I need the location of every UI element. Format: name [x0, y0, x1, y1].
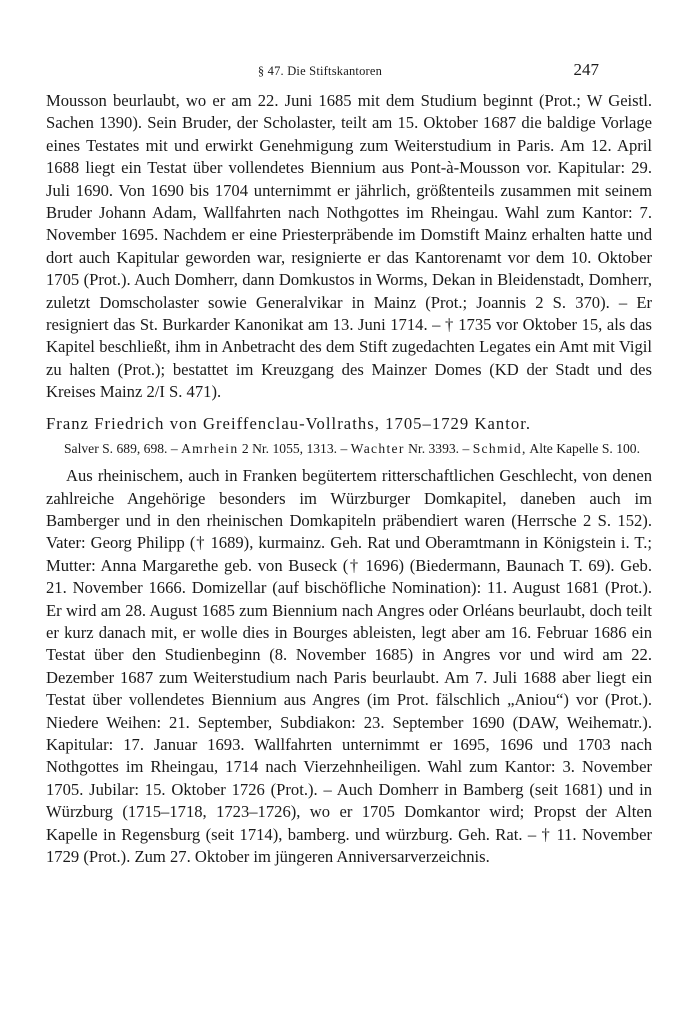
page-number: 247 — [573, 60, 599, 79]
body-text — [46, 90, 652, 868]
source-ref: 2 Nr. 1055, 1313. – — [241, 441, 348, 457]
running-head — [0, 60, 700, 82]
biography-paragraph: Aus rheinischem, auch in Franken begütertem ritterschaftlichen Geschlecht, von denen zahlreiche Angehörige besonders im Würzburger Domkapitel, daneben auch im Bamberger und in den rheinischen Domkapiteln präbendiert waren (Herrsche 2 S. 152). Vater: Georg Philipp († 1689), kurmainz. Geh. Rat und Oberamtmann in Königstein i. T.; Mutter: Anna Margarethe geb. von Buseck († 1696) (Biedermann, Baunach T. 69). Geb. 21. November 1666. Domizellar (auf bischöfliche Nomination): 11. August 1681 (Prot.). Er wird am 28. August 1685 zum Biennium nach Angres oder Orléans beurlaubt, doch teilt er kurz danach mit, er wolle dies in Bourges ableisten, legt aber am 16. Februar 1686 ein Testat über den Studienbeginn (8. November 1685) in Angres vor und wird am 22. Dezember 1687 zum Weiterstudium nach Paris beurlaubt. Am 7. Juli 1688 aber liegt ein Testat über vollendetes Biennium aus Angres (im Prot. fälschlich „Aniou“) vor (Prot.). Niedere Weihen: 21. September, Subdiakon: 23. September 1690 (DAW, Weihematr.). Kapitular: 17. Januar 1693. Wallfahrten unternimmt er 1695, 1696 und 1703 nach Nothgottes im Rheingau, 1714 nach Vierzehnheiligen. Wahl zum Kantor: 3. November 1705. Jubilar: 15. Oktober 1726 (Prot.). – Auch Domherr in Bamberg (seit 1681) und in Würzburg (1715–1718, 1723–1726), wo er 1705 Domkantor wird; Propst der Alten Kapelle in Regensburg (seit 1714), bamberg. und würzburg. Geh. Rat. – † 11. November 1729 (Prot.). Zum 27. Oktober im jüngeren Anniversarverzeichnis. — [46, 466, 652, 866]
running-title: § 47. Die Stiftskantoren — [257, 64, 383, 78]
entry-dates: 1705–1729 Kantor. — [385, 413, 532, 433]
source-ref: Nr. 3393. – — [408, 441, 470, 457]
source-author: Schmid, — [472, 441, 527, 457]
source-author: Wachter — [350, 441, 405, 457]
source-ref: Alte Kapelle S. 100. — [529, 441, 641, 457]
entry-heading — [46, 413, 652, 435]
sources-line — [64, 439, 652, 459]
source-salver: Salver S. 689, 698. – — [64, 441, 178, 457]
source-author: Amrhein — [181, 441, 239, 457]
entry-name: Franz Friedrich von Greiffenclau-Vollraths, — [46, 413, 380, 433]
continuation-paragraph: Mousson beurlaubt, wo er am 22. Juni 1685 mit dem Studium beginnt (Prot.; W Geistl. Sachen 1390). Sein Bruder, der Scholaster, teilt am 15. Oktober 1687 die baldige Vorlage eines Testates mit und erwirkt Genehmigung zum Weiterstudium in Paris. Am 12. April 1688 liegt ein Testat über vollendetes Biennium aus Pont-à-Mousson vor. Kapitular: 29. Juli 1690. Von 1690 bis 1704 unternimmt er jährlich, größtenteils zusammen mit seinem Bruder Johann Adam, Wallfahrten nach Nothgottes im Rheingau. Wahl zum Kantor: 7. November 1695. Nachdem er eine Priesterpräbende im Domstift Mainz erhalten hatte und dort auch Kapitular geworden war, resignierte er das Kantorenamt vor dem 10. Oktober 1705 (Prot.). Auch Domherr, dann Domkustos in Worms, Dekan in Bleidenstadt, Domherr, zuletzt Domscholaster sowie Generalvikar in Mainz (Prot.; Joannis 2 S. 370). – Er resigniert das St. Burkarder Kanonikat am 13. Juni 1714. – † 1735 vor Oktober 15, als das Kapitel beschließt, ihm in Anbetracht des dem Stift zugedachten Legates ein Amt mit Vigil zu halten (Prot.); bestattet im Kreuzgang des Mainzer Domes (KD der Stadt und des Kreises Mainz 2/I S. 471). — [46, 91, 652, 402]
